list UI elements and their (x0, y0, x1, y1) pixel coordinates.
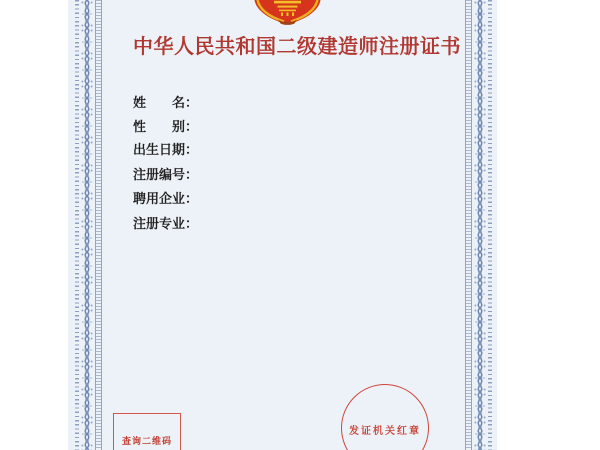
certificate-title: 中华人民共和国二级建造师注册证书 (133, 36, 461, 58)
tick-rule-icon (488, 0, 492, 450)
field-birth-date-label: 出生日期： (133, 142, 199, 157)
issuing-authority-seal-label: 发证机关红章 (349, 426, 421, 437)
tick-rule-icon (75, 0, 79, 450)
field-employer-label: 聘用企业： (133, 191, 199, 206)
qr-code-box-label: 查询二维码 (121, 436, 172, 446)
ladder-rule-icon (465, 0, 472, 450)
field-name-label: 姓 名： (133, 95, 199, 110)
field-registration-number (133, 164, 204, 183)
china-national-emblem-icon (253, 0, 322, 26)
guilloche-pattern-icon (80, 0, 94, 450)
left-ornamental-border (75, 0, 102, 450)
certificate-panel (68, 0, 497, 450)
right-ornamental-border (465, 0, 492, 450)
field-name (133, 92, 204, 111)
field-gender-label: 性 别： (133, 119, 199, 134)
field-registration-number-label: 注册编号： (133, 167, 199, 182)
field-gender (133, 116, 204, 135)
issuing-authority-seal (341, 384, 429, 450)
ladder-rule-icon (95, 0, 102, 450)
field-registered-specialty (133, 213, 204, 232)
guilloche-pattern-icon (473, 0, 487, 450)
field-registered-specialty-label: 注册专业： (133, 216, 199, 231)
field-employer (133, 188, 204, 207)
field-birth-date (133, 139, 204, 158)
qr-code-box (113, 413, 181, 450)
